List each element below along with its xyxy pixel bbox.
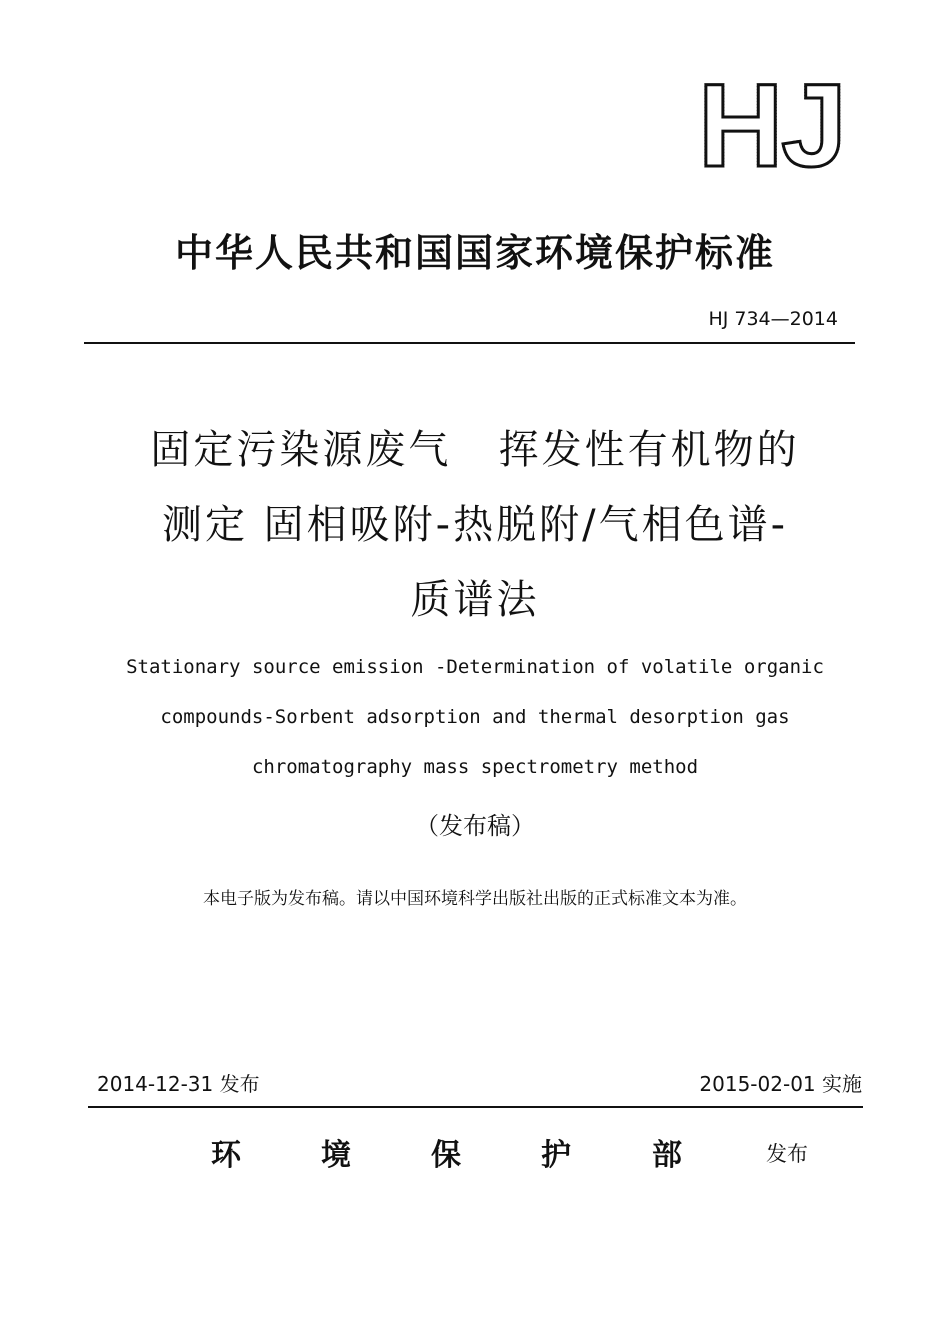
issuer-char: 环	[211, 1138, 241, 1173]
standard-number: HJ 734—2014	[708, 308, 838, 330]
issuer-char: 护	[541, 1138, 571, 1173]
issuer-char: 部	[652, 1138, 682, 1173]
effective-date: 2015-02-01 实施	[699, 1072, 862, 1096]
title-en-line-2: compounds-Sorbent adsorption and thermal desorption gas	[160, 706, 790, 728]
publication-note: 本电子版为发布稿。请以中国环境科学出版社出版的正式标准文本为准。	[203, 889, 747, 909]
issuer-char: 保	[431, 1138, 461, 1173]
title-en-line-1: Stationary source emission -Determination of volatile organic	[126, 656, 824, 678]
draft-label: （发布稿）	[415, 812, 535, 840]
title-cn-line-2: 测定 固相吸附-热脱附/气相色谱-	[161, 502, 789, 548]
issuer-suffix: 发布	[766, 1142, 808, 1166]
org-title: 中华人民共和国国家环境保护标准	[174, 230, 775, 275]
bottom-divider	[88, 1106, 863, 1108]
title-cn-line-1: 固定污染源废气 挥发性有机物的	[150, 427, 800, 473]
issuer-char: 境	[321, 1138, 351, 1173]
title-en-line-3: chromatography mass spectrometry method	[251, 756, 699, 778]
hj-logo: HJ	[698, 60, 845, 192]
top-divider	[84, 342, 855, 344]
title-cn-line-3: 质谱法	[410, 577, 540, 623]
release-date: 2014-12-31 发布	[97, 1072, 260, 1096]
